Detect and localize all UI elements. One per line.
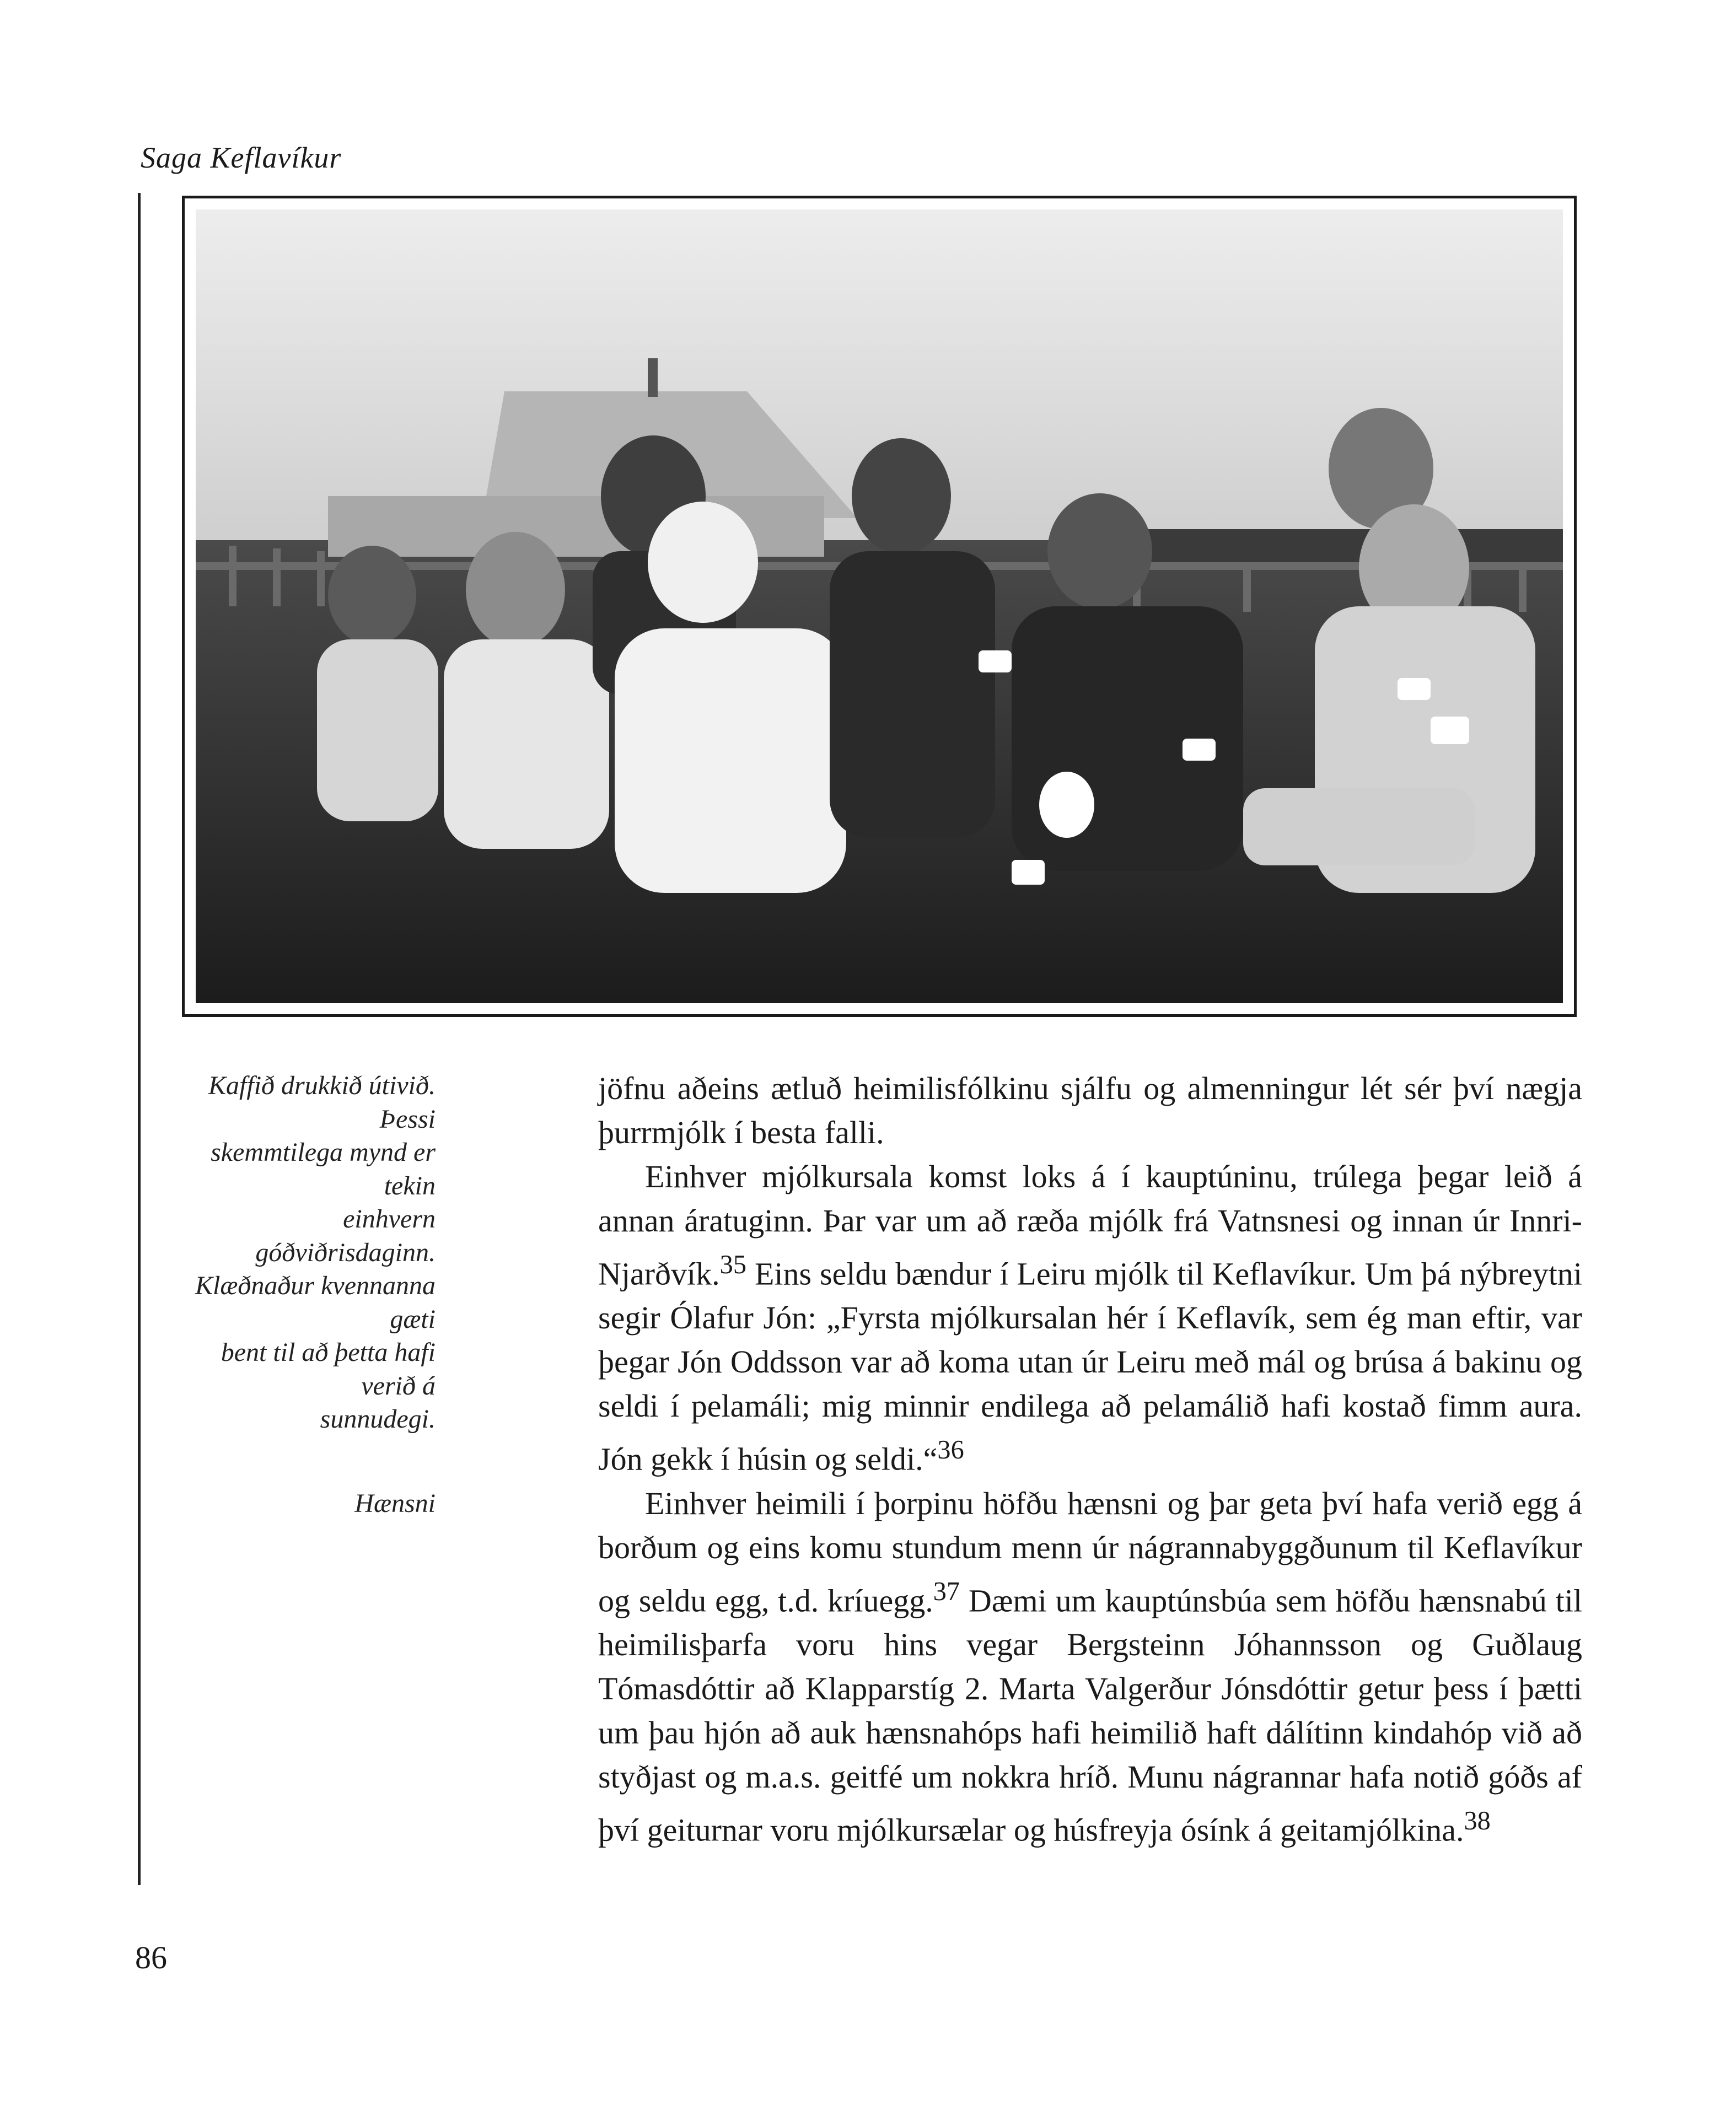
paragraph-text: Dæmi um kauptúnsbúa sem höfðu hænsnabú til heimilisþarfa voru hins vegar Bergsteinn Jóhannsson og Guðlaug Tómasdóttir að Klapparstíg 2. Marta Valgerður Jónsdóttir getur þess í þætti um þau hjón að auk hænsnahóps hafi heimilið haft dálítinn kindahóp við að styðjast og m.a.s. geitfé um nokkra hríð. Munu nágrannar hafa notið góðs af því geiturnar voru mjólkursælar og húsfreyja ósínk á geitamjólkina. bbox=[598, 1582, 1582, 1848]
footnote-ref: 35 bbox=[719, 1250, 746, 1279]
paragraph bbox=[598, 1482, 1582, 1853]
margin-note: Hænsni bbox=[354, 1489, 436, 1518]
footnote-ref: 37 bbox=[933, 1576, 960, 1606]
footnote-ref: 38 bbox=[1464, 1806, 1491, 1835]
caption-line: Kaffið drukkið útivið. Þessi bbox=[208, 1071, 436, 1134]
caption-line: einhvern góðviðrisdaginn. bbox=[255, 1204, 436, 1267]
caption-line: bent til að þetta hafi verið á bbox=[221, 1338, 436, 1401]
running-head: Saga Keflavíkur bbox=[141, 141, 342, 174]
caption-line: Klæðnaður kvennanna gæti bbox=[195, 1271, 436, 1334]
photo-frame bbox=[182, 196, 1577, 1017]
body-text bbox=[598, 1067, 1582, 1852]
paragraph-text: Eins seldu bændur í Leiru mjólk til Keflavíkur. Um þá nýbreytni segir Ólafur Jón: „Fyrsta mjólkursalan hér í Keflavík, sem ég man eftir, var þegar Jón Oddsson var að koma utan úr Leiru með mál og brúsa á bakinu og seldi í pelamáli; mig minnir endilega að pelamálið hafi kostað fimm aura. Jón gekk í húsin og seldi.“ bbox=[598, 1256, 1582, 1477]
historical-photo bbox=[196, 209, 1563, 1003]
paragraph: jöfnu aðeins ætluð heimilisfólkinu sjálfu og almenningur lét sér því nægja þurrmjólk í besta falli. bbox=[598, 1070, 1582, 1150]
footnote-ref: 36 bbox=[937, 1435, 964, 1465]
photo-caption bbox=[193, 1069, 436, 1436]
paragraph-text: Einhver mjólkursala komst loks á í kauptúninu, trúlega þegar leið á annan áratuginn. Þar var um að ræða mjólk frá Vatnsnesi og innan úr Innri-Njarðvík. bbox=[598, 1159, 1582, 1292]
paragraph bbox=[598, 1155, 1582, 1482]
page-number: 86 bbox=[135, 1940, 167, 1975]
margin-rule bbox=[138, 193, 141, 1885]
caption-line: skemmtilega mynd er tekin bbox=[211, 1138, 436, 1201]
paragraph-text: Einhver heimili í þorpinu höfðu hænsni og þar geta því hafa verið egg á borðum og eins komu stundum menn úr nágrannabyggðunum til Keflavíkur og seldu egg, t.d. kríuegg. bbox=[598, 1485, 1582, 1618]
caption-line: sunnudegi. bbox=[320, 1404, 436, 1434]
